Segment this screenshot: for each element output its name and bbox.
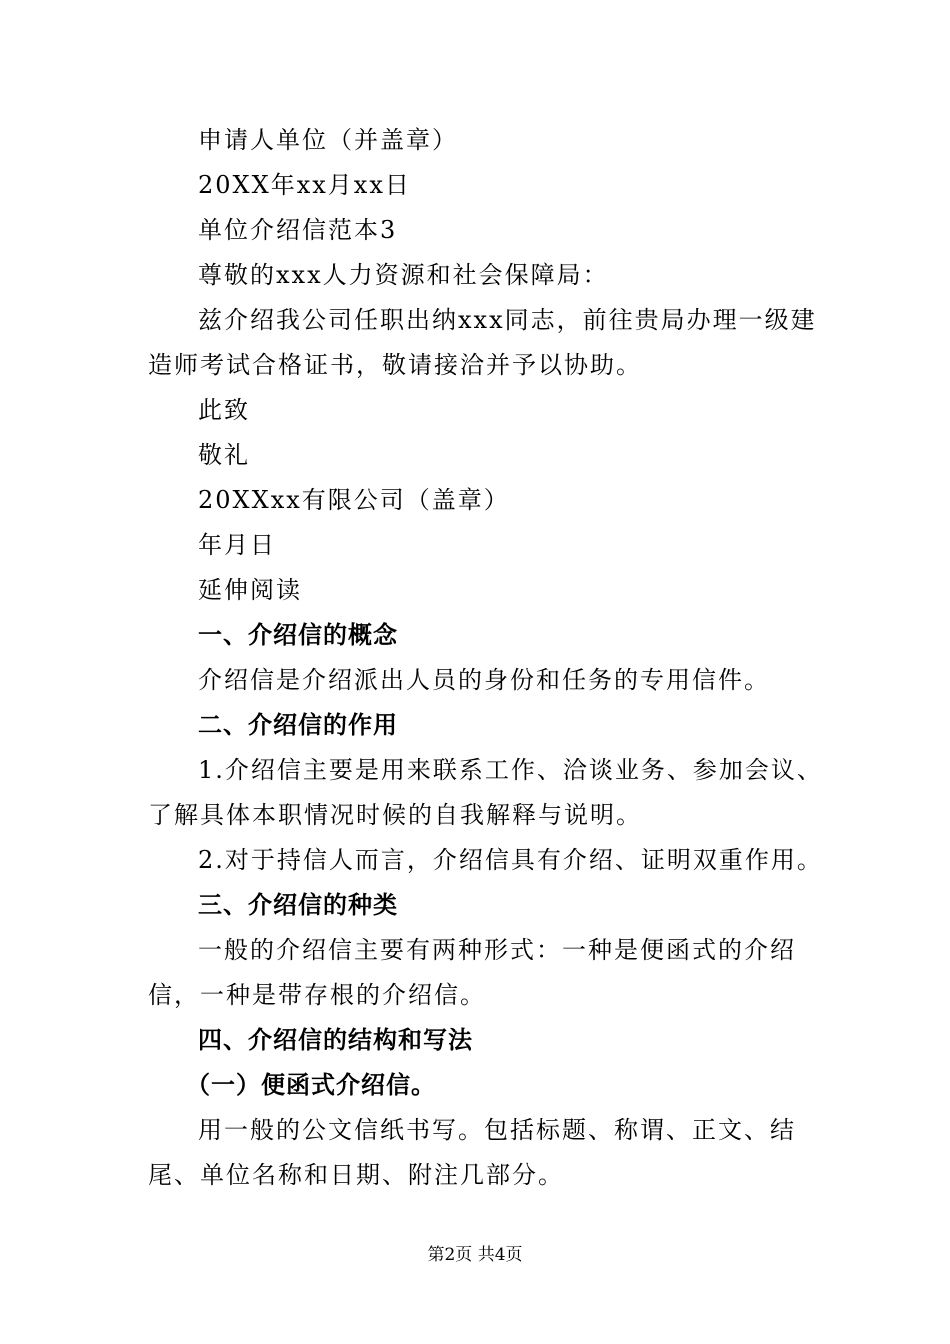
date-line: 20XX年xx月xx日 <box>198 171 411 199</box>
template-title: 单位介绍信范本3 <box>198 216 398 244</box>
subsection-heading-memo: （一）便函式介绍信。 <box>186 1071 436 1099</box>
section-heading-function: 二、介绍信的作用 <box>198 711 398 739</box>
section-heading-structure: 四、介绍信的结构和写法 <box>198 1026 473 1054</box>
section-text-types: 一般的介绍信主要有两种形式：一种是便函式的介绍信，一种是带存根的介绍信。 <box>148 936 796 1009</box>
section-heading-types: 三、介绍信的种类 <box>198 891 398 919</box>
section-text-structure: 用一般的公文信纸书写。包括标题、称谓、正文、结尾、单位名称和日期、附注几部分。 <box>148 1116 796 1189</box>
page-number-label: 第2页 共4页 <box>427 1245 523 1265</box>
company-signature: 20XXxx有限公司（盖章） <box>198 486 510 514</box>
section-heading-concept: 一、介绍信的概念 <box>198 621 398 649</box>
document-body <box>148 118 828 1198</box>
signature-date: 年月日 <box>198 531 276 559</box>
extended-reading-label: 延伸阅读 <box>198 576 302 604</box>
section-item-function-2: 2.对于持信人而言，介绍信具有介绍、证明双重作用。 <box>198 846 823 874</box>
applicant-unit-line: 申请人单位（并盖章） <box>198 126 458 154</box>
salutation: 尊敬的xxx人力资源和社会保障局： <box>198 261 609 289</box>
closing-jingli: 敬礼 <box>198 441 250 469</box>
section-item-function-1: 1.介绍信主要是用来联系工作、洽谈业务、参加会议、了解具体本职情况时候的自我解释与说明。 <box>148 756 823 829</box>
section-text-concept: 介绍信是介绍派出人员的身份和任务的专用信件。 <box>198 666 770 694</box>
page-footer <box>0 1240 950 1265</box>
closing-cizhi: 此致 <box>198 396 250 424</box>
letter-body: 兹介绍我公司任职出纳xxx同志，前往贵局办理一级建造师考试合格证书，敬请接洽并予以协助。 <box>148 306 817 379</box>
